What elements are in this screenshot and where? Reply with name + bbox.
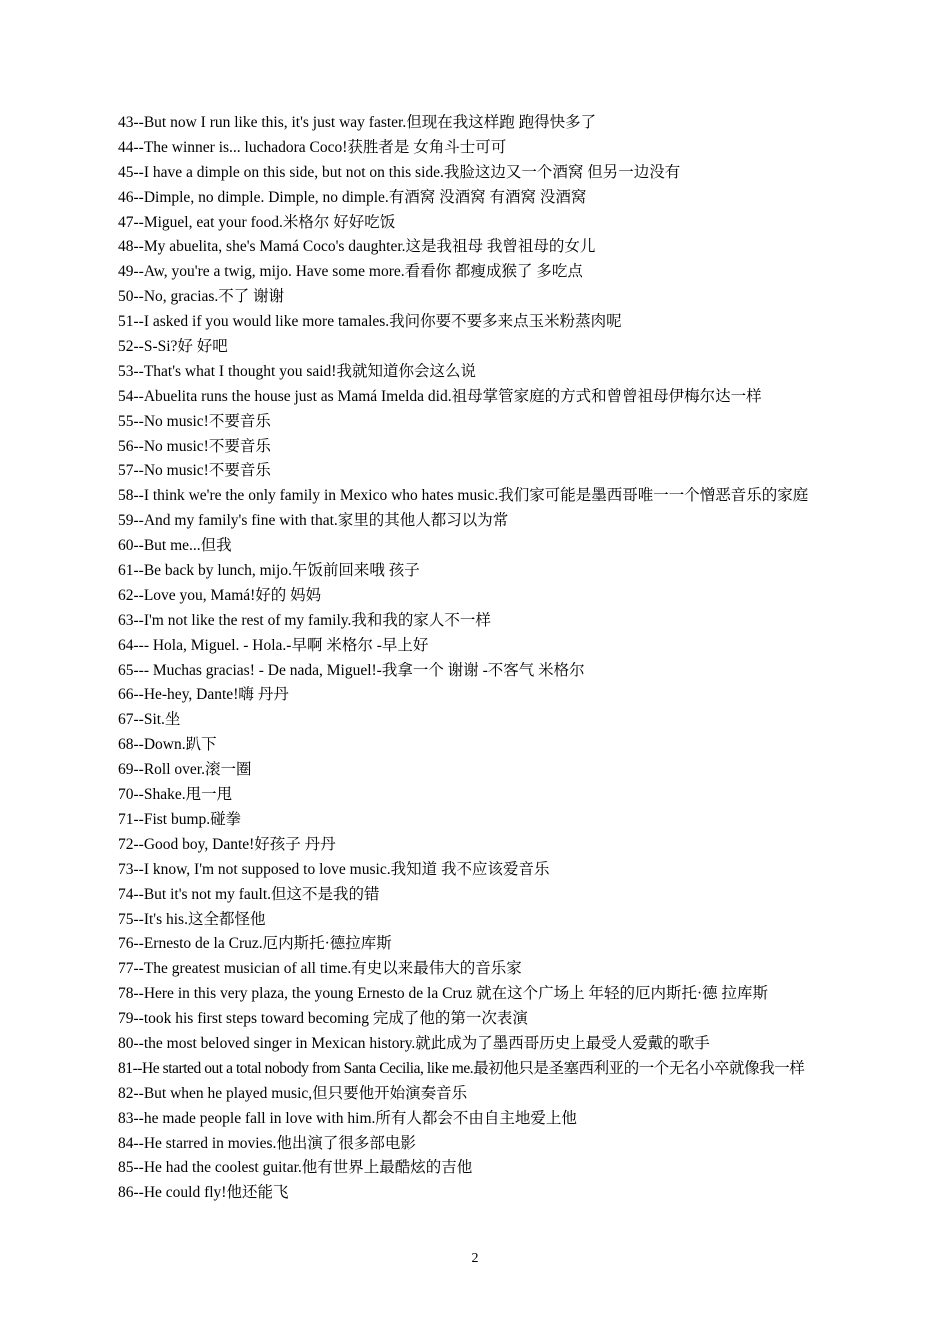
- subtitle-line: 75--It's his.这全都怪他: [118, 910, 266, 928]
- subtitle-line: 51--I asked if you would like more tamales.我问你要不要多来点玉米粉蒸肉呢: [118, 313, 622, 331]
- subtitle-line: 44--The winner is... luchadora Coco!获胜者是 女角斗士可可: [118, 138, 507, 156]
- subtitle-line: 83--he made people fall in love with him.所有人都会不由自主地爱上他: [118, 1109, 577, 1127]
- subtitle-line: 86--He could fly!他还能飞: [118, 1184, 289, 1202]
- subtitle-line: 50--No, gracias.不了 谢谢: [118, 288, 285, 306]
- subtitle-line: 82--But when he played music,但只要他开始演奏音乐: [118, 1084, 468, 1102]
- subtitle-line: 78--Here in this very plaza, the young Ernesto de la Cruz 就在这个广场上 年轻的厄内斯托·德 拉库斯: [118, 985, 769, 1003]
- subtitle-line: 72--Good boy, Dante!好孩子 丹丹: [118, 835, 336, 853]
- subtitle-line: 63--I'm not like the rest of my family.我和我的家人不一样: [118, 611, 491, 629]
- subtitle-line: 68--Down.趴下: [118, 736, 217, 754]
- subtitle-line: 61--Be back by lunch, mijo.午饭前回来哦 孩子: [118, 562, 420, 580]
- page-number: 2: [471, 1251, 479, 1266]
- subtitle-line: 67--Sit.坐: [118, 711, 181, 729]
- subtitle-line: 60--But me...但我: [118, 537, 232, 555]
- subtitle-line: 84--He starred in movies.他出演了很多部电影: [118, 1134, 416, 1152]
- subtitle-line: 45--I have a dimple on this side, but not on this side.我脸这边又一个酒窝 但另一边没有: [118, 163, 681, 181]
- subtitle-lines: [118, 111, 918, 1206]
- subtitle-line: 79--took his first steps toward becoming 完成了他的第一次表演: [118, 1010, 528, 1028]
- subtitle-line: 64--- Hola, Miguel. - Hola.-早啊 米格尔 -早上好: [118, 636, 429, 654]
- subtitle-line: 65--- Muchas gracias! - De nada, Miguel!-我拿一个 谢谢 -不客气 米格尔: [118, 661, 585, 679]
- subtitle-line: 81--He started out a total nobody from Santa Cecilia, like me.最初他只是圣塞西利亚的一个无名小卒就像我一样: [118, 1059, 805, 1077]
- subtitle-line: 85--He had the coolest guitar.他有世界上最酷炫的吉他: [118, 1159, 473, 1177]
- subtitle-line: 59--And my family's fine with that.家里的其他人都习以为常: [118, 512, 509, 530]
- subtitle-line: 56--No music!不要音乐: [118, 437, 271, 455]
- subtitle-line: 52--S-Si?好 好吧: [118, 338, 228, 356]
- subtitle-line: 80--the most beloved singer in Mexican history.就此成为了墨西哥历史上最受人爱戴的歌手: [118, 1034, 710, 1052]
- subtitle-line: 58--I think we're the only family in Mexico who hates music.我们家可能是墨西哥唯一一个憎恶音乐的家庭: [118, 487, 809, 505]
- subtitle-line: 54--Abuelita runs the house just as Mamá Imelda did.祖母掌管家庭的方式和曾曾祖母伊梅尔达一样: [118, 387, 762, 405]
- subtitle-line: 69--Roll over.滚一圈: [118, 761, 252, 779]
- subtitle-line: 48--My abuelita, she's Mamá Coco's daughter.这是我祖母 我曾祖母的女儿: [118, 238, 596, 256]
- subtitle-line: 62--Love you, Mamá!好的 妈妈: [118, 586, 322, 604]
- subtitle-line: 46--Dimple, no dimple. Dimple, no dimple.有酒窝 没酒窝 有酒窝 没酒窝: [118, 188, 587, 206]
- subtitle-line: 77--The greatest musician of all time.有史以来最伟大的音乐家: [118, 960, 522, 978]
- subtitle-line: 57--No music!不要音乐: [118, 462, 271, 480]
- subtitle-line: 70--Shake.甩一甩: [118, 786, 233, 804]
- subtitle-line: 49--Aw, you're a twig, mijo. Have some more.看看你 都瘦成猴了 多吃点: [118, 263, 583, 281]
- subtitle-line: 55--No music!不要音乐: [118, 412, 271, 430]
- subtitle-line: 43--But now I run like this, it's just way faster.但现在我这样跑 跑得快多了: [118, 114, 597, 131]
- subtitle-line: 73--I know, I'm not supposed to love music.我知道 我不应该爱音乐: [118, 860, 550, 878]
- subtitle-line: 53--That's what I thought you said!我就知道你会这么说: [118, 362, 476, 380]
- subtitle-line: 66--He-hey, Dante!嗨 丹丹: [118, 686, 289, 704]
- subtitle-line: 71--Fist bump.碰拳: [118, 810, 242, 828]
- subtitle-line: 74--But it's not my fault.但这不是我的错: [118, 885, 380, 903]
- subtitle-line: 47--Miguel, eat your food.米格尔 好好吃饭: [118, 213, 396, 231]
- subtitle-line: 76--Ernesto de la Cruz.厄内斯托·德拉库斯: [118, 935, 392, 953]
